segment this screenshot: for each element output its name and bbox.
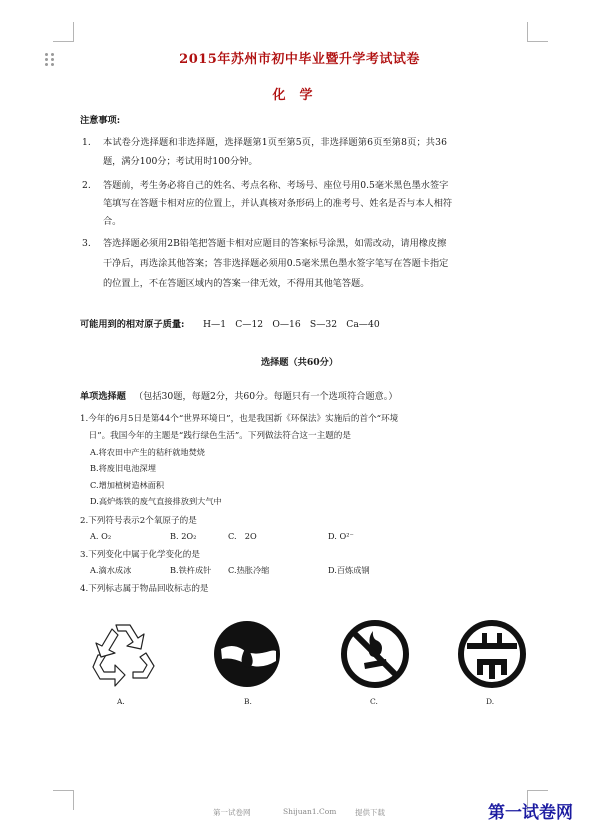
crop-mark-br-h — [528, 790, 548, 791]
no-fire-icon — [340, 619, 410, 689]
crop-mark-tl-v — [73, 22, 74, 42]
notice-heading: 注意事项: — [80, 115, 121, 126]
atomic-mass-label: 可能用到的相对原子质量: — [80, 319, 185, 330]
question-stem: 4.下列标志属于物品回收标志的是 — [80, 584, 209, 594]
notice-item-line: 本试卷分选择题和非选择题，选择题第1页至第5页，非选择题第6页至第8页；共36 — [103, 137, 448, 148]
question-stem: 日”。我国今年的主题是“践行绿色生活”。下列做法符合这一主题的是 — [80, 431, 351, 441]
symbol-label: A. — [117, 697, 125, 706]
notice-item-line: 笔填写在答题卡相对应的位置上，并认真核对条形码上的准考号、姓名是否与本人相符 — [103, 198, 453, 209]
symbol-label: B. — [244, 697, 252, 706]
crop-mark-tr-v — [527, 22, 528, 42]
question-option: D.百炼成钢 — [328, 565, 370, 575]
crop-mark-bl-v — [73, 790, 74, 810]
symbol-label: C. — [370, 697, 378, 706]
crop-mark-tr-h — [528, 41, 548, 42]
notice-item-line: 题，满分100分；考试用时100分钟。 — [103, 156, 258, 167]
symbol-label: D. — [486, 697, 495, 706]
question-option: C.增加植树造林面积 — [90, 480, 165, 490]
notice-item-line: 答题前，考生务必将自己的姓名、考点名称、考场号、座位号用0.5毫米黑色墨水签字 — [103, 180, 449, 191]
recycle-icon — [88, 617, 158, 687]
exam-title: 2015年苏州市初中毕业暨升学考试试卷 — [179, 52, 420, 67]
notice-item-number: 2. — [82, 180, 91, 191]
question-option: D.高炉炼铁的废气直接排放到大气中 — [90, 496, 222, 506]
notice-item-line: 答选择题必须用2B铅笔把答题卡相对应题目的答案标号涂黑，如需改动，请用橡皮擦 — [103, 238, 447, 249]
footer-center-text: Shijuan1.Com — [283, 807, 337, 816]
section-intro-label: 单项选择题 — [80, 391, 126, 402]
notice-item-line: 干净后，再选涂其他答案；答非选择题必须用0.5毫米黑色墨水签字笔写在答题卡指定 — [103, 258, 449, 269]
atomic-mass-values: H—1 C—12 O—16 S—32 Ca—40 — [203, 319, 380, 330]
section-intro-text: （包括30题，每题2分，共60分。每题只有一个选项符合题意。） — [134, 391, 398, 402]
question-option: B.铁杵成针 — [170, 565, 212, 575]
question-option: A.滴水成冰 — [90, 565, 132, 575]
footer-left-text: 第一试卷网 — [213, 808, 251, 817]
notice-item-number: 3. — [82, 238, 91, 249]
circle-emblem-icon — [457, 619, 527, 689]
question-option: C.热胀冷缩 — [228, 565, 270, 575]
footer-right-text: 提供下载 — [355, 808, 385, 817]
question-option: D. O²⁻ — [328, 531, 354, 541]
question-stem: 3.下列变化中属于化学变化的是 — [80, 550, 200, 560]
section-title: 选择题（共60分） — [260, 357, 339, 368]
question-stem: 2.下列符号表示2个氧原子的是 — [80, 516, 197, 526]
notice-item-line: 合。 — [103, 216, 122, 227]
site-brand-logo: 第一试卷网 — [488, 803, 573, 823]
crop-mark-tl-h — [53, 41, 73, 42]
water-saving-icon — [212, 619, 282, 689]
question-option: A.将农田中产生的秸秆就地焚烧 — [90, 447, 205, 457]
subject-title: 化学 — [272, 88, 327, 103]
question-option: C. 2O — [228, 531, 257, 541]
question-option: B.将废旧电池深埋 — [90, 463, 156, 473]
notice-item-number: 1. — [82, 137, 91, 148]
question-option: B. 2O₂ — [170, 531, 197, 541]
question-option: A. O₂ — [90, 531, 112, 541]
crop-mark-bl-h — [53, 790, 73, 791]
question-stem: 1.今年的6月5日是第44个“世界环境日”，也是我国新《环保法》实施后的首个“环境 — [80, 414, 399, 424]
notice-item-line: 的位置上，不在答题区域内的答案一律无效，不得用其他笔答题。 — [103, 278, 370, 289]
